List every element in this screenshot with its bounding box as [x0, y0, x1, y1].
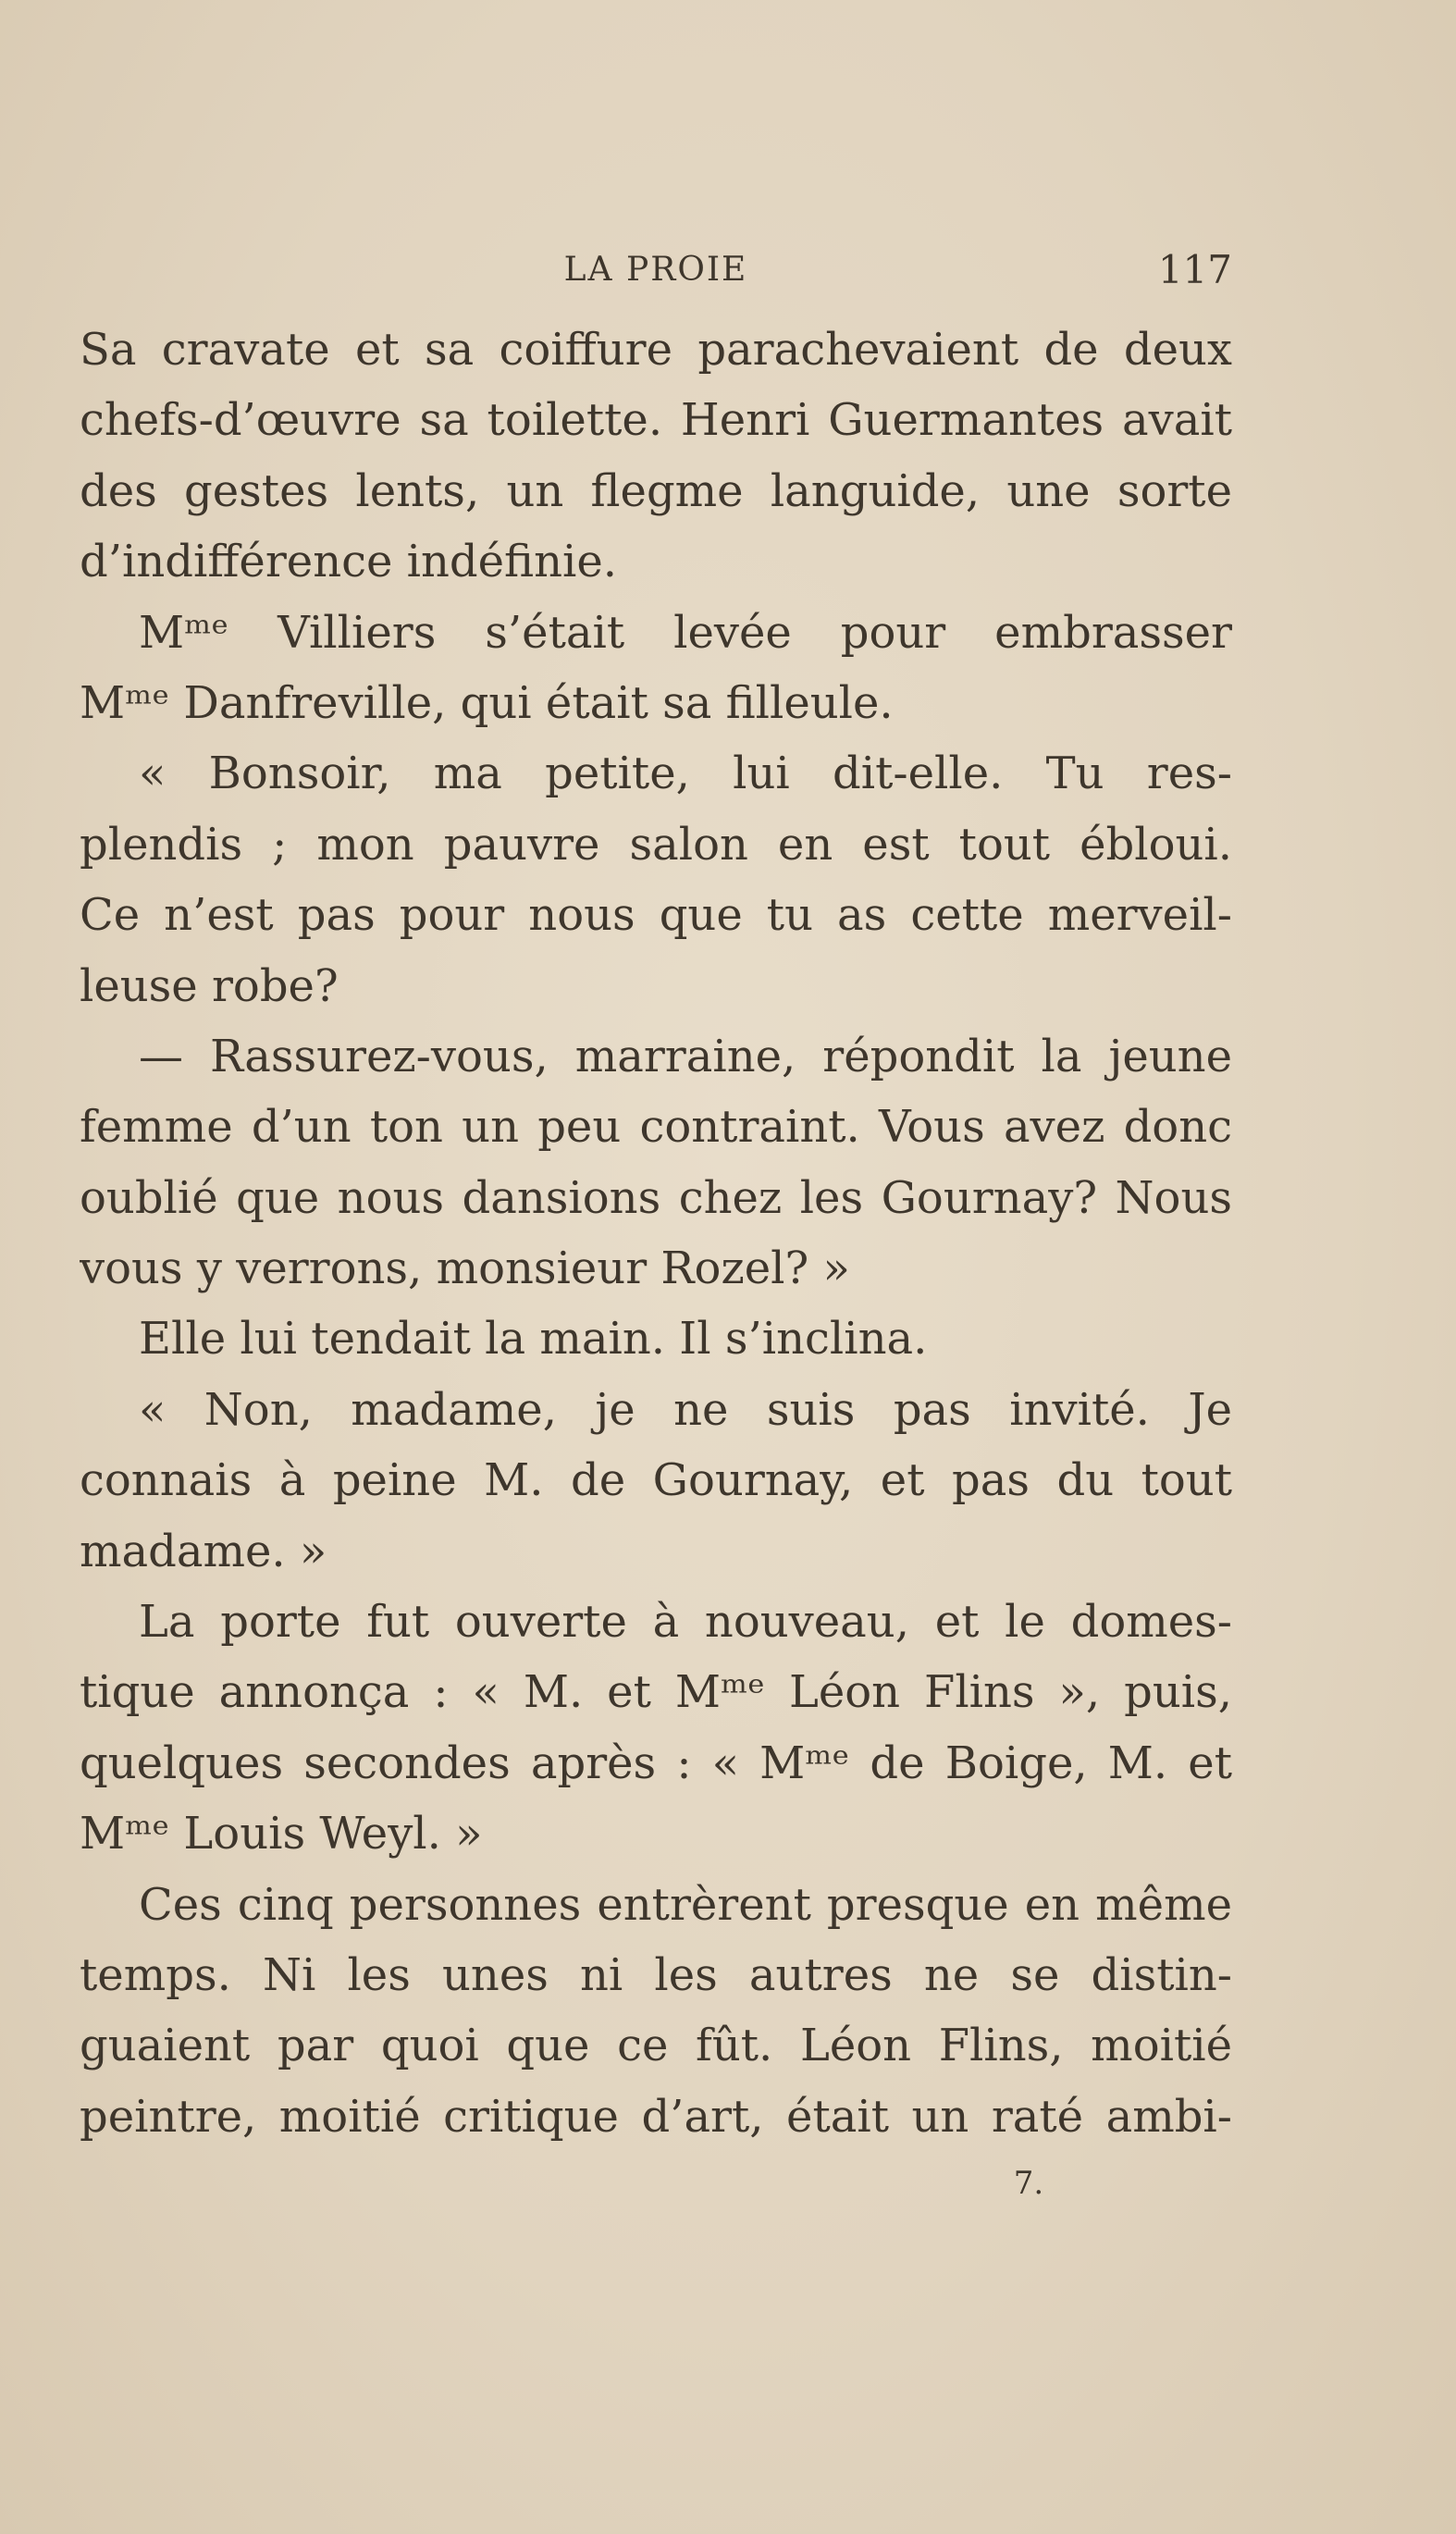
- text-line: Ce n’est pas pour nous que tu as cette merveil-: [80, 889, 1232, 942]
- text-line: femme d’un ton un peu contraint. Vous avez donc: [80, 1101, 1232, 1154]
- text-line: « Bonsoir, ma petite, lui dit-elle. Tu res-: [139, 748, 1232, 800]
- text-line: d’indifférence indéfinie.: [80, 536, 617, 588]
- text-line: Mᵐᵉ Danfreville, qui était sa filleule.: [80, 676, 894, 729]
- text-line: connais à peine M. de Gournay, et pas du tout: [80, 1454, 1232, 1507]
- text-line: chefs-d’œuvre sa toilette. Henri Guermantes avait: [80, 394, 1232, 447]
- text-line: — Rassurez-vous, marraine, répondit la jeune: [139, 1030, 1232, 1082]
- text-line: tique annonça : « M. et Mᵐᵉ Léon Flins », puis,: [80, 1666, 1232, 1719]
- text-line: Elle lui tendait la main. Il s’inclina.: [139, 1313, 928, 1366]
- text-line: plendis ; mon pauvre salon en est tout ébloui.: [80, 818, 1232, 871]
- text-line: Sa cravate et sa coiffure parachevaient de deux: [80, 324, 1232, 376]
- text-line: madame. »: [80, 1525, 327, 1577]
- text-line: temps. Ni les unes ni les autres ne se distin-: [80, 1948, 1232, 2001]
- text-line: des gestes lents, un flegme languide, une sorte: [80, 464, 1232, 517]
- signature-mark: 7.: [1013, 2165, 1044, 2202]
- text-line: oublié que nous dansions chez les Gournay? Nous: [80, 1171, 1232, 1224]
- page-number: 117: [1157, 247, 1232, 292]
- running-head: [80, 242, 1232, 298]
- text-line: « Non, madame, je ne suis pas invité. Je: [139, 1383, 1232, 1436]
- running-title: LA PROIE: [563, 251, 748, 289]
- body-text: [80, 315, 1232, 2152]
- text-line: Mᵐᵉ Villiers s’était levée pour embrasser: [139, 606, 1232, 659]
- text-line: vous y verrons, monsieur Rozel? »: [80, 1242, 850, 1295]
- text-line: peintre, moitié critique d’art, était un raté ambi-: [80, 2090, 1232, 2143]
- text-line: quelques secondes après : « Mᵐᵉ de Boige, M. et: [80, 1737, 1232, 1789]
- text-line: Ces cinq personnes entrèrent presque en même: [139, 1878, 1232, 1931]
- text-line: leuse robe?: [80, 959, 339, 1012]
- text-line: Mᵐᵉ Louis Weyl. »: [80, 1808, 483, 1860]
- text-line: guaient par quoi que ce fût. Léon Flins, moitié: [80, 2020, 1232, 2072]
- text-line: La porte fut ouverte à nouveau, et le domes-: [139, 1596, 1232, 1649]
